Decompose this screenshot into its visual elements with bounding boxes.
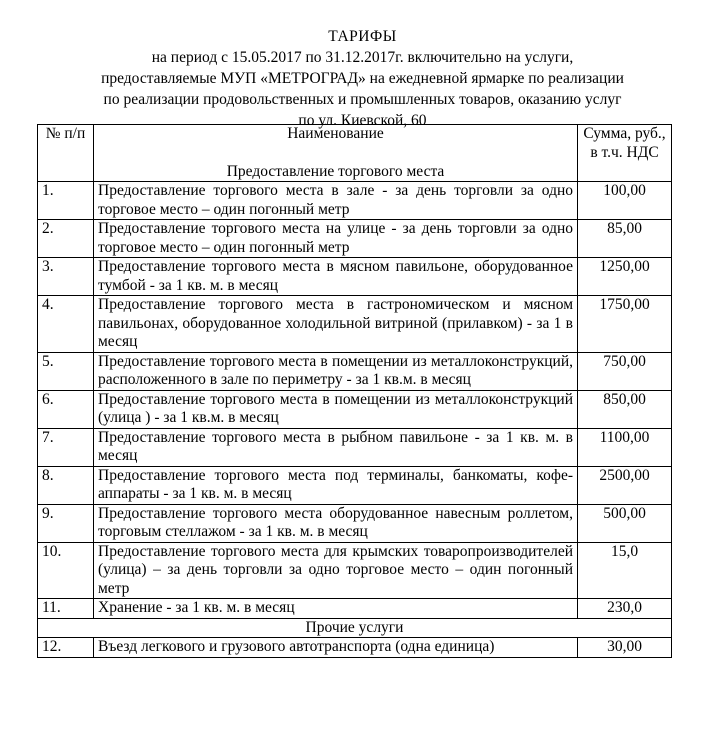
header-line-1: на период с 15.05.2017 по 31.12.2017г. включительно на услуги, <box>151 49 574 66</box>
row-sum: 1100,00 <box>578 428 672 466</box>
row-name: Предоставление торгового места в гастрономическом и мясном павильонах, оборудованное холодильной витриной (прилавком) - за 1 в месяц <box>94 296 578 353</box>
table-row <box>38 296 672 353</box>
document-title: ТАРИФЫ <box>328 28 397 45</box>
row-number: 4. <box>38 296 94 353</box>
column-header-name-label: Наименование <box>287 125 384 142</box>
row-name: Предоставление торгового места в зале - за день торговли за одно торговое место – один погонный метр <box>94 182 578 220</box>
row-number: 3. <box>38 258 94 296</box>
table-row <box>38 258 672 296</box>
column-header-name <box>94 125 578 182</box>
row-name: Предоставление торгового места в помещении из металлоконструкций (улица ) - за 1 кв.м. в месяц <box>94 390 578 428</box>
row-sum: 750,00 <box>578 352 672 390</box>
row-number: 6. <box>38 390 94 428</box>
row-sum: 15,0 <box>578 542 672 599</box>
row-name: Предоставление торгового места в мясном павильоне, оборудованное тумбой - за 1 кв. м. в месяц <box>94 258 578 296</box>
row-number: 10. <box>38 542 94 599</box>
table-row <box>38 390 672 428</box>
row-name: Предоставление торгового места в рыбном павильоне - за 1 кв. м. в месяц <box>94 428 578 466</box>
column-header-sum: Сумма, руб., в т.ч. НДС <box>578 125 672 182</box>
row-sum: 100,00 <box>578 182 672 220</box>
table-row <box>38 352 672 390</box>
row-sum: 1750,00 <box>578 296 672 353</box>
header-line-4: по ул. Киевской, 60 <box>298 112 427 129</box>
row-sum: 30,00 <box>578 638 672 658</box>
table-header-row <box>38 125 672 182</box>
row-number: 5. <box>38 352 94 390</box>
table-row <box>38 542 672 599</box>
row-sum: 85,00 <box>578 220 672 258</box>
header-line-2: предоставляемые МУП «МЕТРОГРАД» на ежедневной ярмарке по реализации <box>101 70 624 87</box>
row-name: Въезд легкового и грузового автотранспорта (одна единица) <box>94 638 578 658</box>
table-row <box>38 599 672 619</box>
column-header-number: № п/п <box>38 125 94 182</box>
table-row <box>38 504 672 542</box>
row-sum: 500,00 <box>578 504 672 542</box>
row-number: 9. <box>38 504 94 542</box>
table-row <box>38 220 672 258</box>
table-row <box>38 466 672 504</box>
row-number: 1. <box>38 182 94 220</box>
row-number: 8. <box>38 466 94 504</box>
row-name: Предоставление торгового места в помещении из металлоконструкций, расположенного в зале по периметру - за 1 кв.м. в месяц <box>94 352 578 390</box>
row-sum: 1250,00 <box>578 258 672 296</box>
row-sum: 2500,00 <box>578 466 672 504</box>
table-row <box>38 428 672 466</box>
table-row <box>38 638 672 658</box>
row-sum: 850,00 <box>578 390 672 428</box>
trade-rows <box>38 182 672 619</box>
row-number: 2. <box>38 220 94 258</box>
row-number: 11. <box>38 599 94 619</box>
row-number: 7. <box>38 428 94 466</box>
row-name: Предоставление торгового места оборудованное навесным роллетом, торговым стеллажом - за 1 кв. м. в месяц <box>94 504 578 542</box>
document-header <box>0 26 725 131</box>
table-row <box>38 182 672 220</box>
row-sum: 230,0 <box>578 599 672 619</box>
row-name: Предоставление торгового места под терминалы, банкоматы, кофе-аппараты - за 1 кв. м. в месяц <box>94 466 578 504</box>
section-other-title: Прочие услуги <box>38 618 672 638</box>
section-trade-title: Предоставление торгового места <box>226 162 445 180</box>
section-other-row <box>38 618 672 638</box>
other-rows <box>38 638 672 658</box>
header-line-3: по реализации продовольственных и промышленных товаров, оказанию услуг <box>103 91 622 108</box>
row-name: Предоставление торгового места на улице - за день торговли за одно торговое место – один погонный метр <box>94 220 578 258</box>
row-name: Предоставление торгового места для крымских товаропроизводителей (улица) – за день торговли за одно торговое место – один погонный метр <box>94 542 578 599</box>
tariffs-table <box>37 124 672 658</box>
row-number: 12. <box>38 638 94 658</box>
row-name: Хранение - за 1 кв. м. в месяц <box>94 599 578 619</box>
